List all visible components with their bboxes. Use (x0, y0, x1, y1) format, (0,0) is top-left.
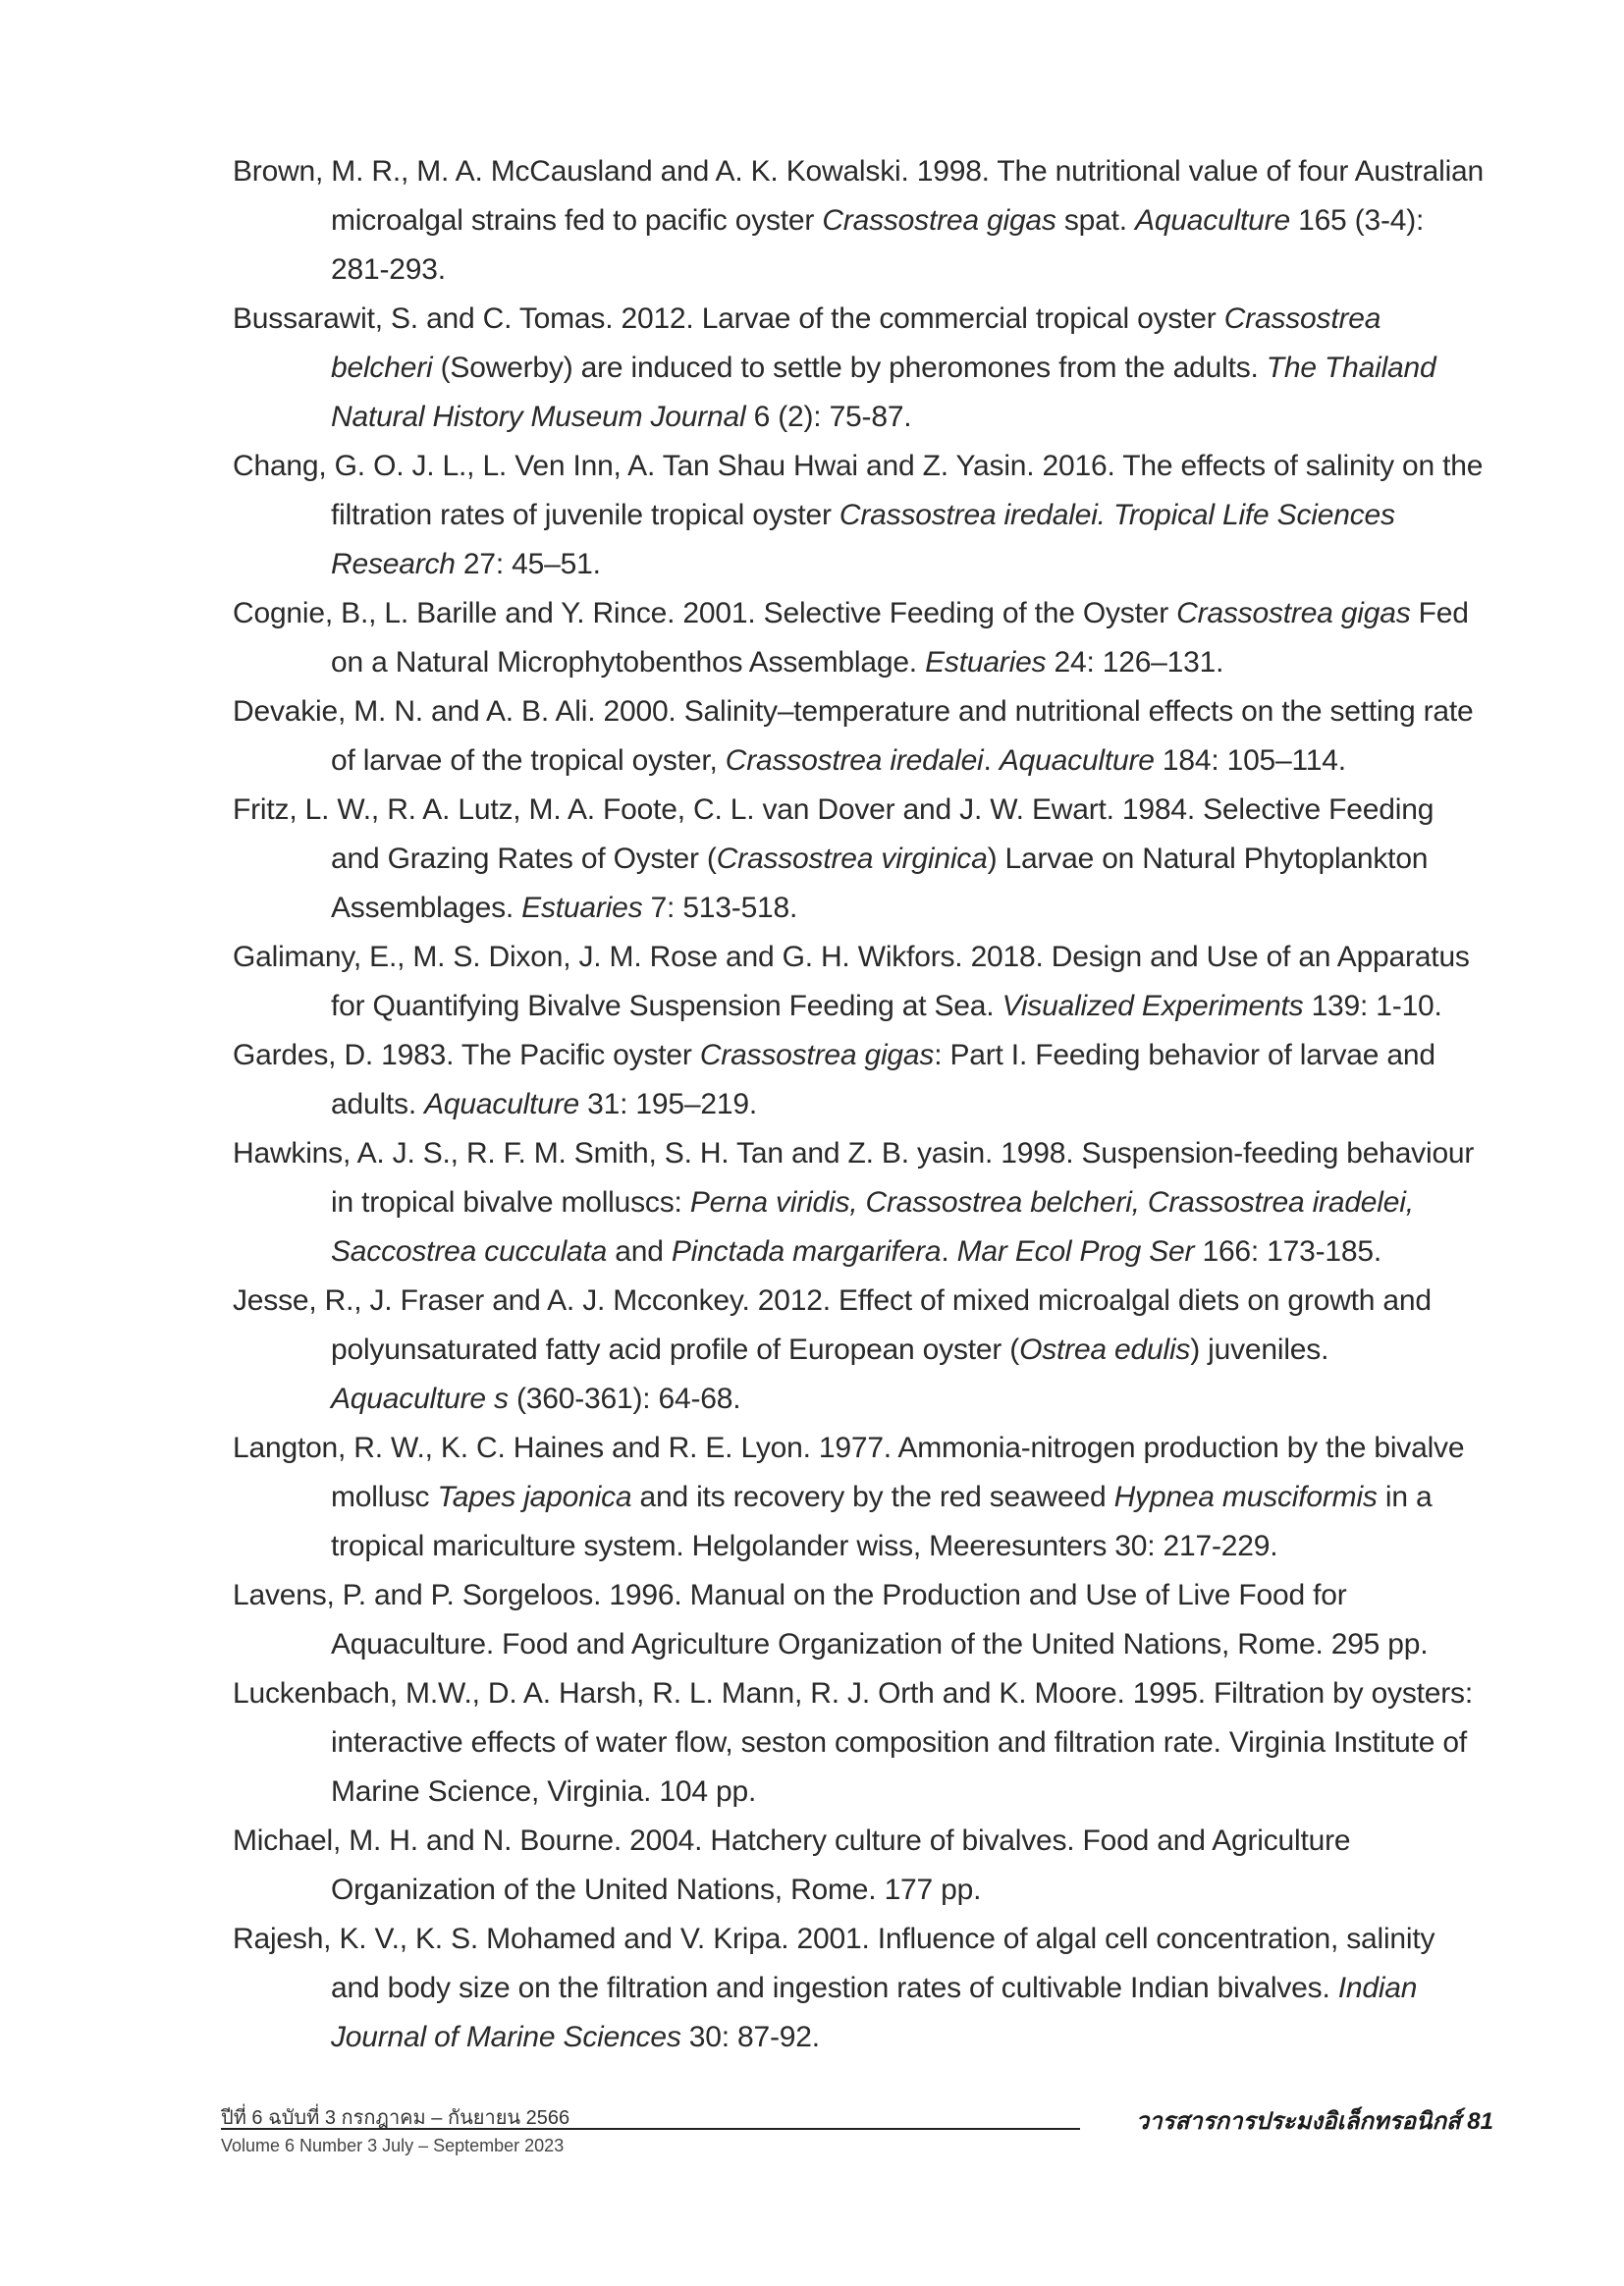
reference-text: 6 (2): 75-87. (745, 401, 912, 433)
reference-italic-text: Estuaries (925, 646, 1047, 679)
reference-entry (233, 442, 1489, 589)
reference-italic-text: Crassostrea gigas (699, 1039, 935, 1071)
reference-entry (233, 1669, 1489, 1817)
reference-text: Bussarawit, S. and C. Tomas. 2012. Larvae of the commercial tropical oyster (233, 302, 1224, 335)
reference-italic-text: Aquaculture (999, 744, 1155, 777)
reference-entry (233, 1915, 1489, 2062)
reference-text: . (983, 744, 1000, 777)
reference-list (233, 147, 1489, 2062)
reference-text: ) juveniles. (1190, 1334, 1329, 1366)
reference-text: Fritz, L. W., R. A. Lutz, M. A. Foote, C. L. van Dover and J. W. Ewart. 1984. Selective Feeding and Grazing Rates of Oyster ( (233, 793, 1435, 875)
reference-italic-text: Pinctada margarifera (671, 1235, 942, 1268)
reference-italic-text: Perna viridis, Crassostrea belcheri, Crassostrea iradelei, Saccostrea cucculata (331, 1186, 1414, 1268)
reference-italic-text: The Thailand Natural History Museum Journal (331, 352, 1436, 433)
reference-entry (233, 786, 1489, 933)
reference-entry (233, 147, 1489, 295)
reference-text: 165 (3-4): 281-293. (331, 204, 1425, 286)
reference-text: Luckenbach, M.W., D. A. Harsh, R. L. Mann, R. J. Orth and K. Moore. 1995. Filtration by oysters: interactive effects of water flow, seston composition and filtration rate. Virginia Institute of Marine Science, Virginia. 104 pp. (233, 1677, 1473, 1808)
reference-italic-text: Crassostrea virginica (716, 843, 988, 875)
reference-italic-text: Tapes japonica (437, 1481, 632, 1513)
reference-text (1106, 499, 1113, 531)
reference-italic-text: Tropical Life Sciences Research (331, 499, 1395, 580)
reference-italic-text: Aquaculture s (331, 1383, 509, 1415)
reference-text: and its recovery by the red seaweed (631, 1481, 1114, 1513)
reference-text: Brown, M. R., M. A. McCausland and A. K. Kowalski. 1998. The nutritional value of four Australian microalgal strains fed to pacific oyster (233, 155, 1485, 237)
reference-text: Langton, R. W., K. C. Haines and R. E. Lyon. 1977. Ammonia-nitrogen production by the bivalve mollusc (233, 1432, 1465, 1513)
reference-text: in a tropical mariculture system. Helgolander wiss, Meeresunters 30: 217-229. (331, 1481, 1433, 1562)
reference-text: Rajesh, K. V., K. S. Mohamed and V. Kripa. 2001. Influence of algal cell concentration, salinity and body size on the filtration and ingestion rates of cultivable Indian bivalves. (233, 1923, 1435, 2004)
reference-italic-text: Crassostrea gigas (822, 204, 1056, 237)
issue-english: Volume 6 Number 3 July – September 2023 (221, 2136, 565, 2155)
reference-text: and (607, 1235, 672, 1268)
reference-entry (233, 589, 1489, 687)
footer-rule (221, 2128, 1080, 2130)
reference-text: (360-361): 64-68. (508, 1383, 741, 1415)
reference-text: Gardes, D. 1983. The Pacific oyster (233, 1039, 700, 1071)
page-footer (0, 2101, 1624, 2160)
reference-text: 166: 173-185. (1194, 1235, 1382, 1268)
reference-entry (233, 1817, 1489, 1915)
reference-entry (233, 1129, 1489, 1277)
reference-text: 24: 126–131. (1046, 646, 1224, 679)
reference-italic-text: Estuaries (521, 892, 643, 924)
reference-entry (233, 1424, 1489, 1571)
reference-entry (233, 295, 1489, 442)
reference-text: Fed on a Natural Microphytobenthos Assemblage. (331, 597, 1469, 679)
reference-entry (233, 1571, 1489, 1669)
reference-italic-text: Hypnea musciformis (1113, 1481, 1378, 1513)
reference-italic-text: Aquaculture (1135, 204, 1290, 237)
reference-text: Cognie, B., L. Barille and Y. Rince. 2001. Selective Feeding of the Oyster (233, 597, 1177, 629)
reference-text: Michael, M. H. and N. Bourne. 2004. Hatchery culture of bivalves. Food and Agriculture Organization of the United Nations, Rome. 177 pp. (233, 1824, 1351, 1906)
reference-italic-text: Visualized Experiments (1001, 990, 1304, 1022)
journal-title-page-number: วารสารการประมงอิเล็กทรอนิกส์ 81 (1135, 2108, 1493, 2135)
reference-text: 139: 1-10. (1303, 990, 1442, 1022)
reference-text: Galimany, E., M. S. Dixon, J. M. Rose and G. H. Wikfors. 2018. Design and Use of an Apparatus for Quantifying Bivalve Suspension Feeding at Sea. (233, 941, 1470, 1022)
reference-italic-text: Crassostrea gigas (1176, 597, 1411, 629)
reference-text: Lavens, P. and P. Sorgeloos. 1996. Manual on the Production and Use of Live Food for Aquaculture. Food and Agriculture Organization of the United Nations, Rome. 295 pp. (233, 1579, 1429, 1660)
reference-text: ) Larvae on Natural Phytoplankton Assemblages. (331, 843, 1429, 924)
reference-italic-text: Crassostrea iredalei. (839, 499, 1106, 531)
issue-thai: ปีที่ 6 ฉบับที่ 3 กรกฎาคม – กันยายน 2566 (221, 2107, 570, 2129)
reference-italic-text: Mar Ecol Prog Ser (956, 1235, 1195, 1268)
reference-text: spat. (1056, 204, 1136, 237)
reference-text: Hawkins, A. J. S., R. F. M. Smith, S. H. Tan and Z. B. yasin. 1998. Suspension-feeding behaviour in tropical bivalve molluscs: (233, 1137, 1475, 1219)
reference-text: Devakie, M. N. and A. B. Ali. 2000. Salinity–temperature and nutritional effects on the setting rate of larvae of the tropical oyster, (233, 695, 1474, 777)
reference-entry (233, 1277, 1489, 1424)
reference-italic-text: Aquaculture (424, 1088, 580, 1120)
reference-italic-text: Crassostrea belcheri (331, 302, 1381, 384)
reference-text: : Part I. Feeding behavior of larvae and adults. (331, 1039, 1435, 1120)
reference-entry (233, 933, 1489, 1031)
reference-text: 184: 105–114. (1154, 744, 1346, 777)
reference-text: 7: 513-518. (642, 892, 798, 924)
reference-italic-text: Indian Journal of Marine Sciences (331, 1972, 1418, 2053)
reference-italic-text: Ostrea edulis (1019, 1334, 1191, 1366)
reference-text: 27: 45–51. (455, 548, 601, 580)
reference-entry (233, 1031, 1489, 1129)
reference-text: Jesse, R., J. Fraser and A. J. Mcconkey. 2012. Effect of mixed microalgal diets on growth and polyunsaturated fatty acid profile of European oyster ( (233, 1284, 1432, 1366)
reference-entry (233, 687, 1489, 786)
reference-text: (Sowerby) are induced to settle by pheromones from the adults. (432, 352, 1267, 384)
reference-text: 30: 87-92. (680, 2021, 820, 2053)
reference-text: Chang, G. O. J. L., L. Ven Inn, A. Tan Shau Hwai and Z. Yasin. 2016. The effects of salinity on the filtration rates of juvenile tropical oyster (233, 450, 1484, 531)
reference-text: . (941, 1235, 957, 1268)
reference-italic-text: Crassostrea iredalei (725, 744, 984, 777)
reference-text: 31: 195–219. (579, 1088, 757, 1120)
